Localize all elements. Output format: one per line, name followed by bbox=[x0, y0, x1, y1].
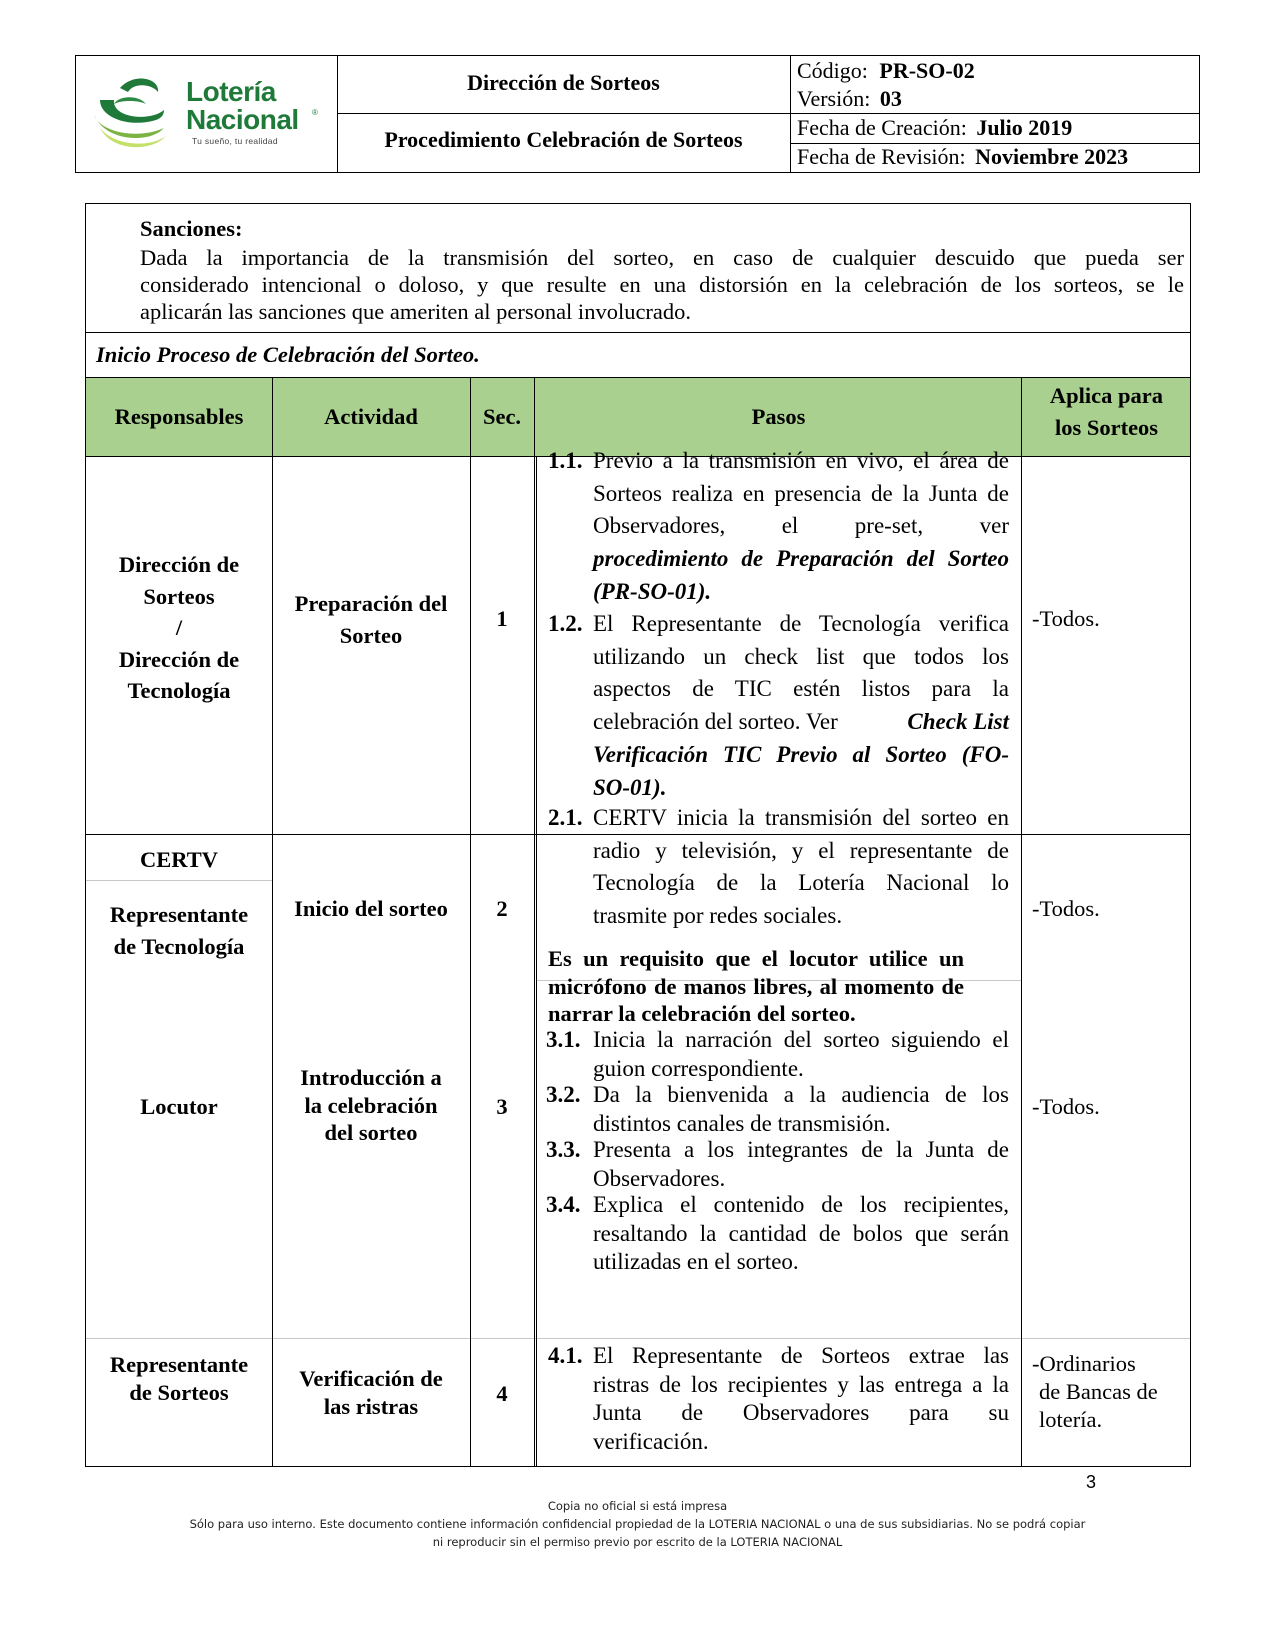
document-header bbox=[75, 55, 1200, 173]
department-title: Dirección de Sorteos bbox=[467, 70, 660, 95]
row-4-actividad bbox=[272, 1365, 470, 1421]
col-header-responsables: Responsables bbox=[114, 404, 244, 429]
applies-line: de Bancas de bbox=[1039, 1379, 1158, 1404]
step-line: verificación. bbox=[593, 1428, 709, 1454]
sanctions-line-2: considerado intencional o doloso, y que resulte en una distorsión en la celebración de los sorteos, se le bbox=[140, 272, 1184, 297]
version-label: Versión: bbox=[797, 86, 871, 111]
step-number: 1.1. bbox=[548, 448, 583, 473]
created-label: Fecha de Creación: bbox=[797, 115, 967, 140]
step-number: 3.1. bbox=[546, 1027, 581, 1052]
row-3-activity-line: Introducción a bbox=[300, 1065, 442, 1090]
step-line: Junta de Observadores para su bbox=[593, 1400, 1009, 1425]
step-number: 4.1. bbox=[548, 1343, 583, 1368]
row-4-applies bbox=[1032, 1350, 1158, 1434]
version-value: 03 bbox=[879, 86, 902, 111]
procedure-title: Procedimiento Celebración de Sorteos bbox=[384, 127, 743, 152]
col-header-aplica-line-2: los Sorteos bbox=[1054, 415, 1159, 440]
row-2-actividad: Inicio del sorteo bbox=[294, 896, 448, 921]
row-3-sec: 3 bbox=[496, 1094, 508, 1119]
row-2-responsables bbox=[86, 899, 272, 962]
row-1-applies: -Todos. bbox=[1032, 606, 1100, 631]
row-4-activity-line: Verificación de bbox=[299, 1366, 443, 1391]
procedure-reference: procedimiento de Preparación del Sorteo bbox=[593, 546, 1009, 572]
logo-tagline: Tu sueño, tu realidad bbox=[192, 136, 278, 146]
step-line: ristras de los recipientes y las entrega a la bbox=[593, 1371, 1009, 1397]
row-4-responsables bbox=[86, 1351, 272, 1407]
logo-registered-mark: ® bbox=[312, 108, 318, 117]
created-field bbox=[797, 113, 1072, 142]
step-line: Presenta a los integrantes de la Junta de bbox=[593, 1137, 1009, 1162]
step-line: aspectos de TIC estén listos para la bbox=[593, 676, 1009, 702]
row-2-sec: 2 bbox=[496, 896, 508, 921]
row-2-responsable-top: CERTV bbox=[140, 847, 218, 872]
row-3-responsables: Locutor bbox=[140, 1094, 218, 1119]
step-line: utilizando un check list que todos los bbox=[593, 643, 1009, 669]
applies-line: lotería. bbox=[1039, 1407, 1103, 1432]
note-line: micrófono de manos libres, al momento de bbox=[548, 973, 964, 999]
logo-text-nacional: Nacional bbox=[186, 104, 299, 135]
step-line: Inicia la narración del sorteo siguiendo el bbox=[593, 1027, 1009, 1052]
col-header-aplica bbox=[1021, 380, 1192, 444]
row-3-applies: -Todos. bbox=[1032, 1094, 1100, 1119]
code-value: PR-SO-02 bbox=[879, 58, 975, 83]
form-reference: SO-01). bbox=[593, 774, 667, 800]
row-3-activity-line: la celebración bbox=[304, 1092, 438, 1118]
procedure-reference: (PR-SO-01). bbox=[593, 578, 712, 604]
row-4-sec: 4 bbox=[496, 1381, 508, 1406]
step-line: guion correspondiente. bbox=[593, 1055, 804, 1081]
note-line: narrar la celebración del sorteo. bbox=[548, 1001, 856, 1026]
row-3-actividad bbox=[272, 1064, 470, 1147]
step-number: 2.1. bbox=[548, 805, 583, 830]
sanctions-title: Sanciones: bbox=[140, 216, 243, 241]
row-1-resp-line: Tecnología bbox=[127, 678, 231, 703]
step-line-mixed bbox=[593, 706, 1009, 739]
row-2-resp-line: Representante bbox=[109, 902, 249, 927]
row-1-sec: 1 bbox=[496, 606, 508, 631]
row-4-activity-line: las ristras bbox=[323, 1394, 419, 1419]
step-number: 1.2. bbox=[548, 611, 583, 636]
note-line: Es un requisito que el locutor utilice un bbox=[548, 946, 964, 971]
code-field bbox=[797, 56, 975, 85]
footer-line-1: Copia no oficial si está impresa bbox=[547, 1499, 728, 1513]
step-number: 3.4. bbox=[546, 1192, 581, 1217]
row-1-resp-line: Dirección de bbox=[118, 646, 240, 672]
step-line: radio y televisión, y el representante de bbox=[593, 837, 1009, 863]
step-line: Observadores, el pre-set, ver bbox=[593, 513, 1009, 539]
col-header-actividad: Actividad bbox=[324, 404, 418, 429]
step-line: distintos canales de transmisión. bbox=[593, 1110, 891, 1136]
step-line: El Representante de Tecnología verifica bbox=[593, 611, 1009, 636]
row-1-resp-line: / bbox=[175, 615, 183, 640]
row-1-actividad bbox=[272, 588, 470, 651]
row-2-resp-line: de Tecnología bbox=[113, 933, 245, 959]
version-field bbox=[797, 84, 902, 113]
row-1-activity-line: Sorteo bbox=[339, 622, 403, 648]
revised-field bbox=[797, 142, 1128, 171]
procedure-table bbox=[85, 203, 1191, 1467]
revised-value: Noviembre 2023 bbox=[975, 144, 1129, 169]
created-value: Julio 2019 bbox=[976, 115, 1073, 140]
step-line: Da la bienvenida a la audiencia de los bbox=[593, 1082, 1009, 1107]
step-line: celebración del sorteo. Ver bbox=[593, 709, 838, 735]
step-line: resaltando la cantidad de bolos que serán bbox=[593, 1220, 1009, 1246]
row-1-responsables bbox=[86, 549, 272, 707]
step-number: 3.2. bbox=[546, 1082, 581, 1107]
step-line: El Representante de Sorteos extrae las bbox=[593, 1343, 1009, 1368]
footer-line-3: ni reproducir sin el permiso previo por escrito de la LOTERIA NACIONAL bbox=[432, 1535, 843, 1549]
row-1-resp-line: Sorteos bbox=[143, 583, 215, 609]
row-1-activity-line: Preparación del bbox=[294, 591, 448, 616]
logo-text-loteria: Lotería bbox=[186, 76, 276, 107]
step-line: Observadores. bbox=[593, 1165, 726, 1191]
step-line: Tecnología de la Lotería Nacional lo bbox=[593, 870, 1009, 896]
step-line: utilizadas en el sorteo. bbox=[593, 1249, 799, 1274]
logo-emblem-icon bbox=[90, 70, 180, 150]
form-reference: Verificación TIC Previo al Sorteo (FO- bbox=[593, 741, 1009, 767]
row-4-resp-line: Representante bbox=[109, 1352, 249, 1377]
revised-label: Fecha de Revisión: bbox=[797, 144, 966, 169]
step-line: Previo a la transmisión en vivo, el área de bbox=[593, 448, 1009, 473]
sanctions-line-3: aplicarán las sanciones que ameriten al personal involucrado. bbox=[140, 299, 692, 324]
step-line: trasmite por redes sociales. bbox=[593, 903, 843, 929]
footer-line-2: Sólo para uso interno. Este documento contiene información confidencial propiedad de la LOTERIA NACIONAL o una de sus subsidiarias. No se podrá copiar bbox=[189, 1517, 1086, 1531]
step-line: Explica el contenido de los recipientes, bbox=[593, 1192, 1009, 1217]
code-label: Código: bbox=[797, 58, 868, 83]
row-4-resp-line: de Sorteos bbox=[129, 1380, 229, 1405]
row-2-applies: -Todos. bbox=[1032, 896, 1100, 921]
row-1-resp-line: Dirección de bbox=[118, 552, 240, 577]
form-reference: Check List bbox=[907, 709, 1009, 735]
applies-line: -Ordinarios bbox=[1032, 1351, 1136, 1376]
row-3-requirement-note bbox=[548, 945, 964, 1028]
process-start-title: Inicio Proceso de Celebración del Sorteo. bbox=[96, 342, 480, 367]
row-3-activity-line: del sorteo bbox=[324, 1120, 418, 1145]
step-number: 3.3. bbox=[546, 1137, 581, 1162]
step-line: Sorteos realiza en presencia de la Junta de bbox=[593, 480, 1009, 506]
col-header-pasos: Pasos bbox=[751, 404, 806, 429]
col-header-aplica-line-1: Aplica para bbox=[1049, 383, 1164, 408]
page-number: 3 bbox=[1086, 1472, 1097, 1492]
col-header-sec: Sec. bbox=[482, 404, 522, 429]
logo bbox=[90, 70, 320, 160]
step-line: CERTV inicia la transmisión del sorteo en bbox=[593, 805, 1009, 830]
sanctions-line-1: Dada la importancia de la transmisión del sorteo, en caso de cualquier descuido que pueda ser bbox=[140, 245, 1184, 270]
